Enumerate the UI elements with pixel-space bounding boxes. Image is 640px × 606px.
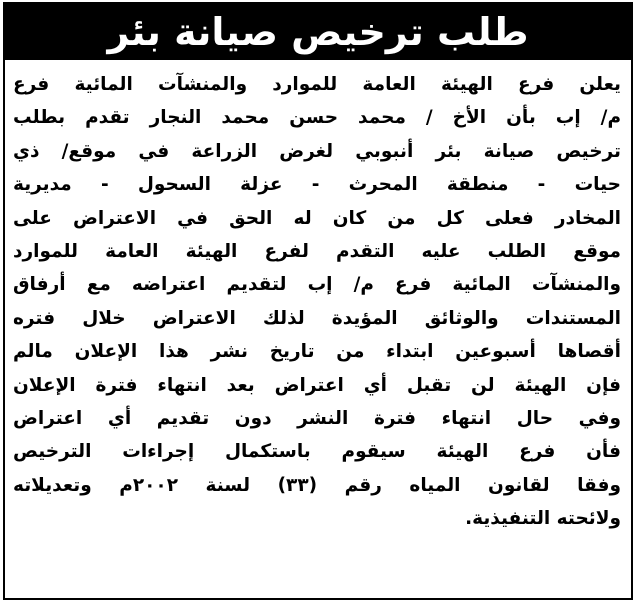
body-line: والمنشآت المائية فرع م/ إب لتقديم اعتراضه مع أرفاق xyxy=(13,274,621,296)
body-line: وفقا لقانون المياه رقم (٣٣) لسنة ٢٠٠٢م وتعديلاته xyxy=(13,474,621,496)
body-line: ترخيص صيانة بئر أنبوبي لغرض الزراعة في موقع/ ذي xyxy=(13,140,621,162)
notice-box xyxy=(3,2,633,600)
body-line: وفي حال انتهاء فترة النشر دون تقديم أي اعتراض xyxy=(13,407,621,429)
body-line: م/ إب بأن الأخ / محمد حسن محمد النجار تقدم بطلب xyxy=(13,107,621,129)
body-line: فإن الهيئة لن تقبل أي اعتراض بعد انتهاء فترة الإعلان xyxy=(13,374,621,396)
body-line: المستندات والوثائق المؤيدة لذلك الاعتراض خلال فتره xyxy=(13,307,621,329)
body-line: المخادر فعلى كل من كان له الحق في الاعتراض على xyxy=(13,207,621,229)
body-line: فأن فرع الهيئة سيقوم باستكمال إجراءات الترخيص xyxy=(13,441,621,463)
body-line: حيات - منطقة المحرث - عزلة السحول - مديرية xyxy=(13,174,621,196)
body-line: أقصاها أسبوعين ابتداء من تاريخ نشر هذا الإعلان مالم xyxy=(13,341,621,363)
body-line: موقع الطلب عليه التقدم لفرع الهيئة العامة للموارد xyxy=(13,240,621,262)
body-line: ولائحته التنفيذية. xyxy=(465,508,621,530)
notice-title: طلب ترخيص صيانة بئر xyxy=(5,4,631,60)
notice-body xyxy=(13,68,621,535)
body-line: يعلن فرع الهيئة العامة للموارد والمنشآت المائية فرع xyxy=(13,74,621,95)
